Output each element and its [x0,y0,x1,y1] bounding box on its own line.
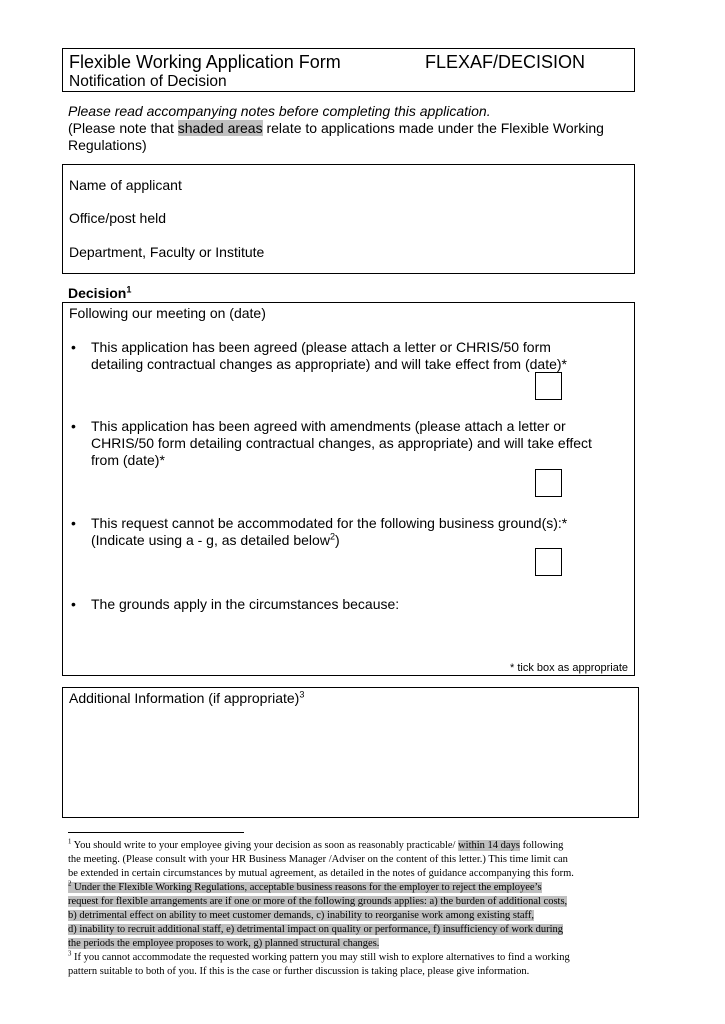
agreed-option-line-1: This application has been agreed (please attach a letter or CHRIS/50 form [91,339,551,355]
name-of-applicant-label: Name of applicant [69,177,182,193]
footnote-2-line-3-text: b) detrimental effect on ability to meet customer demands, c) inability to reorganise work among existing staff, [68,910,534,921]
amended-option-line-2: CHRIS/50 form detailing contractual changes, as appropriate) and will take effect [91,435,592,451]
additional-info-label-text: Additional Information (if appropriate) [69,690,300,706]
decision-heading [68,285,131,302]
amended-option-line-1: This application has been agreed with amendments (please attach a letter or [91,418,566,434]
agreed-checkbox[interactable] [535,372,562,400]
footnote-2-line-2-text: request for flexible arrangements are if one or more of the following grounds applies: a) the burden of additional costs, [68,896,568,907]
footnote-2-line-4-text: d) inability to recruit additional staff, e) detrimental impact on quality or performance, f) insufficiency of work during [68,924,563,935]
department-label: Department, Faculty or Institute [69,244,265,260]
footnote-ref-2: 2 [329,531,335,542]
bullet-icon: • [71,596,76,612]
agreed-option-line-2: detailing contractual changes as appropriate) and will take effect from (date)* [91,356,568,372]
rejected-option-line-1: This request cannot be accommodated for the following business ground(s):* [91,515,568,531]
intro-line-2-prefix: (Please note that [68,120,178,136]
footnote-2-block [68,881,658,951]
office-post-held-label: Office/post held [69,210,167,226]
applicant-box [62,164,635,274]
within-14-days-text: within 14 days [458,840,520,851]
footnote-2-line-5-text: the periods the employee proposes to work, g) planned structural changes. [68,938,380,949]
rejected-checkbox[interactable] [535,548,562,576]
additional-info-label [69,690,304,707]
footnote-2-line-1-text: Under the Flexible Working Regulations, acceptable business reasons for the employer to reject the employee’s [71,882,542,893]
intro-line-2-suffix: relate to applications made under the Flexible Working [262,120,604,136]
footnote-separator [68,832,244,833]
footnote-2-marker: 2 [68,880,72,888]
tick-box-note: * tick box as appropriate [509,662,628,674]
additional-info-box[interactable] [62,687,639,818]
shaded-areas-text: shaded areas [177,120,263,136]
footnote-3-line-1 [68,951,658,965]
form-title: Flexible Working Application Form [69,52,341,72]
footnote-ref-3: 3 [299,689,305,700]
footnote-3-text: If you cannot accommodate the requested working pattern you may still wish to explore alternatives to find a working [71,952,570,963]
grounds-circumstances-line: The grounds apply in the circumstances because: [91,596,400,612]
footnote-2-line-3 [68,909,658,923]
footnote-2-line-1 [68,881,658,895]
intro-line-2 [68,120,604,137]
header-box [62,48,635,92]
rejected-option-line-2-close: ) [335,532,340,548]
intro-line-3: Regulations) [68,137,147,153]
form-code: FLEXAF/DECISION [425,52,586,72]
footnote-1-text-a: You should write to your employee giving your decision as soon as reasonably practicable/ [71,840,459,851]
footnote-1-line-3: be extended in certain circumstances by mutual agreement, as detailed in the notes of guidance accompanying this form. [68,868,574,879]
footnote-2-line-5 [68,937,658,951]
amended-option-line-3: from (date)* [91,452,165,468]
bullet-icon: • [71,515,76,531]
footnote-2-line-4 [68,923,658,937]
footnote-1-text-b: following [519,840,564,851]
meeting-date-line: Following our meeting on (date) [69,305,266,321]
decision-box [62,302,635,676]
footnote-3-line-2: pattern suitable to both of you. If this is the case or further discussion is taking place, please give information. [68,966,530,977]
footnote-2-line-2 [68,895,658,909]
footnote-1-marker: 1 [68,838,72,846]
footnote-ref-1: 1 [126,284,132,295]
rejected-option-line-2 [91,532,340,549]
intro-line-1: Please read accompanying notes before completing this application. [68,103,491,119]
form-subtitle: Notification of Decision [69,73,227,90]
rejected-option-line-2-text: (Indicate using a - g, as detailed below [91,532,330,548]
footnote-3-marker: 3 [68,950,72,958]
footnote-1-line-1 [68,839,658,853]
footnote-1-line-2: the meeting. (Please consult with your HR Business Manager /Adviser on the content of this letter.) This time limit can [68,854,568,865]
bullet-icon: • [71,418,76,434]
bullet-icon: • [71,339,76,355]
amended-checkbox[interactable] [535,469,562,497]
footnote-2-line-1-shaded [68,882,542,893]
decision-heading-text: Decision [68,285,127,301]
